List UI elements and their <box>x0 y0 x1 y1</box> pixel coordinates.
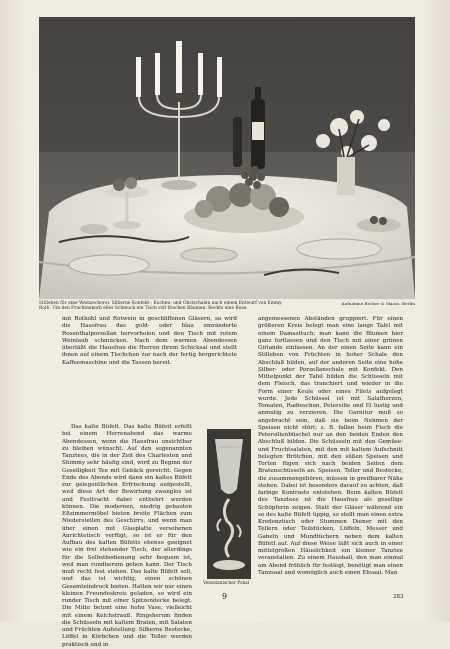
table-setting-photo <box>39 17 415 299</box>
venetian-goblet-figure <box>207 429 251 579</box>
page-number: 9 <box>222 592 228 601</box>
photo-caption <box>39 301 415 311</box>
right-column-paragraph: angemessenen Abständen gruppiert. Für einen größeren Kreis belegt man eine lange Tafel mit einem Damasttuch; man kann die Blumen hier ganz fortlassen und den Tisch mit einer grünen Girlande einfassen. An der einen Seite kann ein Stilleben von Früchten in hoher Schale den Abschluß bilden, auf der anderen Seite eine hohe Silber- oder Porzellanschale mit Konfekt. Den Mittelpunkt der Tafel bilden die Schüsseln mit dem Fleisch, das tranchiert und wieder in die Form einer Keule oder eines Filets aufgelegt wurde. Jede Schüssel ist mit Salatherzen, Tomaten, Radieschen, Petersilie und Ei lustig und anmutig zu verzieren. Die Garnitur muß so angebracht sein, daß sie beim Nehmen der Speisen nicht stört; z. B. fallen beim Fisch die Petersilienbüschel nur an den beiden Enden den Abschluß bilden. Die Schüsseln mit den Gemüse- und Fruchtsalaten, mit den mit kaltem Aufschnitt belegten Brötchen, mit den süßen Speisen und Torten fügen sich nach beiden Seiten dem Bratenschüsseln an. Speisen, Teller und Bestecke, die zusammengehören, müssen in greifbarer Nähe stehen. Dabei ist besonders darauf zu achten, daß farbige Kontraste entstehen. Beim kalten Büfett des Tanztees ist die Hausfrau als gesellige Schöpferin zeigen. Statt der Gläser während ein so des kalte Büfett üppig, so stellt man einen extra Kredenztisch oder Stummen Diener mit den Tellern oder Teilstücken, Löffeln, Messer und Gabeln und Mundtüchern neben dem kalten Büfett auf. Auf diese Weise läßt sich auch in einer mittelgroßen Häuslichkeit ein kleiner Tanztee veranstalten. Zu einem Hausball, den man einmal am Abend fröhlich für festlegt, benötigt man einen Tanzsaal und womöglich auch einen Ehsaal. Man <box>258 316 403 576</box>
goblet-illustration <box>207 429 251 579</box>
right-text-column <box>258 316 403 588</box>
photo-caption-text: Stilleben für eine Weinzecherei. Silberne Konfekt-, Kuchen- und Obstschalen nach einem Entwurf von Emmy Roth. Um den Fruchtenkorb elles Schmuck ein Tisch voll frischen Bäumen. Rechts eine Rose. <box>39 301 282 312</box>
photo-credit: Aufnahme Becker & Maass, Berlin <box>341 301 415 306</box>
photo-illustration <box>39 17 415 299</box>
left-column-paragraph: mit Rotkohl und Rotwein in geschliffenen Gläsern, so wird die Hausfrau das gold- oder blau umränderte Rosenthalporzellan hervorholen und den Tisch mit rotem Weinlaub schmücken. Nach dem warmen Abendessen überläßt die Hausfrau die Herren ihrem Schicksal und stellt ihnen auf einem Tischchen zur nach der fertig hergerichtete Kaffeemaschine und die Tassen bereit. <box>62 316 237 366</box>
figure-caption: Venezianischer Pokal <box>202 581 250 586</box>
page-marker: 283 <box>393 594 404 600</box>
kaltes-bufett-paragraph: Das kalte Büfett. Das kalte Büfett erfeßt bei einem Herrenabend das warme Abendessen, wenn die Hausfrau unsichtbar zu bleiben wünscht. Auf den sogenannten Tanztees, die in der Zeit des Charleston und Shimmy sehr häufig sind, wird zu Beginn der Geselligkeit Tee mit Gebäck gereicht. Gegen Ende des Abends wird dann ein kaltes Büfett zur gelegentlichen Erfrischung aufgestellt, weil diese Art der Bewirtung zwanglos ist und Festtracht dabei entbehrt werden können. Die modernen, niedrig gebauten Eßzimmermöbel bieten breite Flächen zum Niederstellen des Geschirrs, und wenn man über einen mit Glasplatte versehenen Anrichtetisch verfügt, so ist er für den Aufbau des kalten Büfetts ebenso geeignet wie ein frei stehender Tisch, der allerdings für die Selbstbedienung sehr bequem ist, weil man rundherum gehen kann. Der Tisch muß recht fest stehen. Das kalte Büfett soll, und das ist wichtig, einen schönen Gesamteindruck bieten. Hatten wir nur einen kleinen Freundeskreis geladen, so wird ein runder Tisch mit einer Spitzendecke belegt. Die Mitte betont eine hohe Vase, vielleicht mit einem Kelchstrauß. Ringsherum finden die Schüsseln mit kaltem Braten, mit Salaten und Früchten Aufstellung. Silberne Bestecke, Löffel in Körbchen und die Teller werden praktisch und in <box>62 424 192 648</box>
